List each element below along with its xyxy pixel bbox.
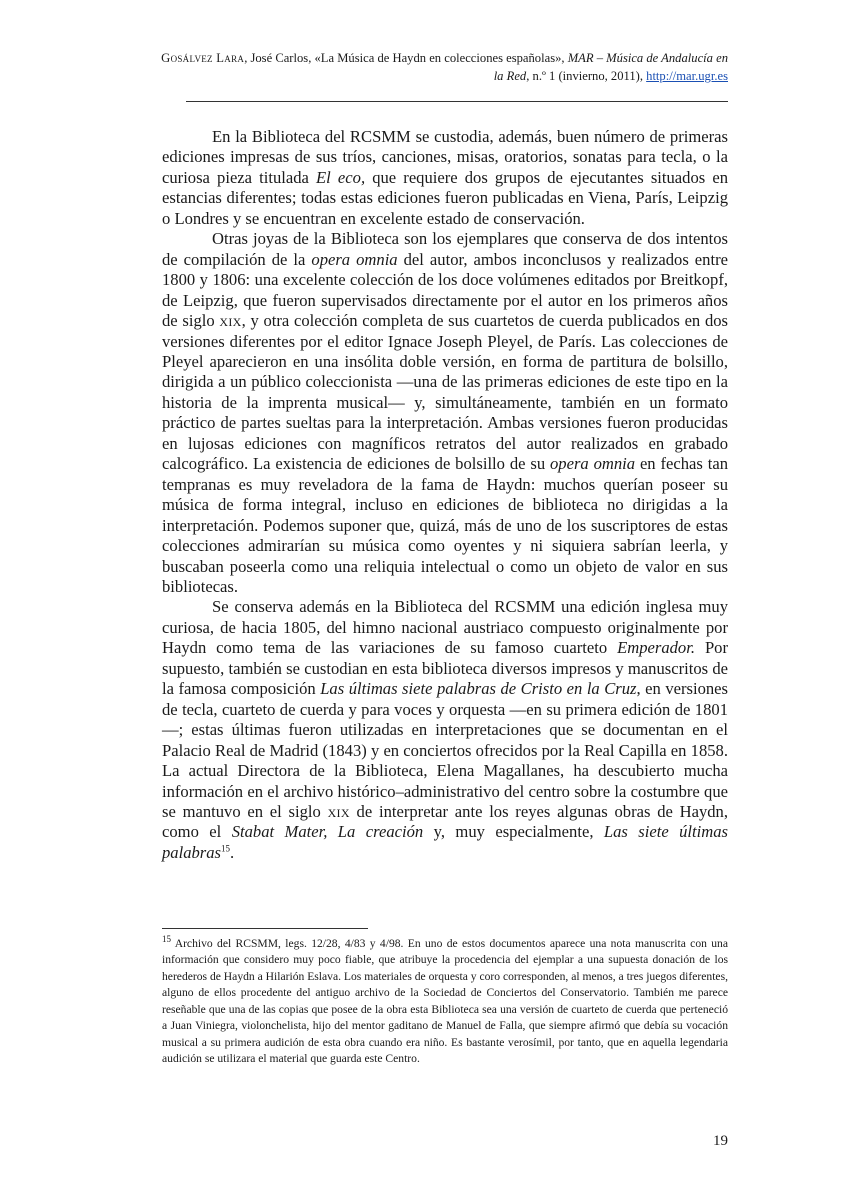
work-titles-stabat-creacion: Stabat Mater, La creación	[231, 822, 424, 842]
header-journal-title: MAR – Música de Andalucía en la Red	[493, 51, 728, 83]
header-issue: , n.º 1 (invierno, 2011),	[526, 69, 647, 83]
page-number: 19	[713, 1133, 728, 1149]
work-title-siete-ultimas: Las siete últimas palabras	[162, 822, 728, 862]
paragraph-1	[162, 127, 728, 229]
journal-url-link[interactable]: http://mar.ugr.es	[646, 69, 728, 83]
main-text	[162, 127, 728, 863]
paragraph-3-text-end: .	[230, 842, 235, 862]
paragraph-2-text-g: en fechas tan tempranas es muy reveladora de la fama de Haydn: muchos querían poseer su música de forma integral, incluso en ediciones de biblioteca no dirigidas a la interpretación. Podemos suponer que, quizá, más de uno de los suscriptores de estas colecciones admirarían su música como oyentes y ni siquiera sabrían leerla, y buscaban poseerla como una reliquia intelectual o como un objeto de valor en sus bibliotecas.	[162, 454, 728, 596]
header-citation: , José Carlos, «La Música de Haydn en colecciones españolas»,	[244, 51, 568, 65]
term-opera-omnia-2: opera omnia	[550, 454, 636, 474]
paragraph-1-text-c: que requiere dos grupos de ejecutantes situados en estancias diferentes; todas estas ediciones fueron publicadas en Viena, París, Leipzig o Londres y se encuentran en excelente estado de conservación.	[162, 167, 728, 228]
paragraph-3-text-e: , en versiones de tecla, cuarteto de cuerda y para voces y orquesta —en su primera edición de 1801—; estas últimas fueron utilizadas en interpretaciones que se documentan en el Palacio Real de Madrid (1843) y en conciertos ofrecidos por la Real Capilla en 1858. La actual Directora de la Biblioteca, Elena Magallanes, ha descubierto mucha información en el archivo histórico–administrativo del centro sobre la costumbre que se mantuvo en el siglo	[162, 679, 729, 821]
footnote-15	[162, 936, 728, 1068]
footnote-separator	[162, 928, 368, 929]
paragraph-1-text-a: En la Biblioteca del RCSMM se custodia, además, buen número de primeras ediciones impresas de sus tríos, canciones, misas, oratorios, sonatas para tecla, o la curiosa pieza titulada	[162, 127, 728, 187]
paragraph-2-text-c: del autor, ambos inconclusos y realizados entre 1800 y 1806: una excelente colección de los doce volúmenes editados por Breitkopf, de Leipzig, que fueron supervisados directamente por el autor en los primeros años de siglo	[162, 249, 728, 331]
paragraph-2-text-a: Otras joyas de la Biblioteca son los ejemplares que conserva de dos intentos de compilación de la	[162, 229, 728, 269]
footnote-number: 15	[162, 934, 171, 945]
century-numeral: xix	[219, 311, 242, 331]
paragraph-2-text-e: , y otra colección completa de sus cuartetos de cuerda publicados en dos versiones diferentes por el editor Ignace Joseph Pleyel, de París. Las colecciones de Pleyel aparecieron en una insólita doble versión, en forma de partitura de bolsillo, dirigida a un público coleccionista —una de las primeras ediciones de este tipo en la historia de la imprenta musical— y, simultáneamente, también en un formato práctico de partes sueltas para la interpretación. Ambas versiones fueron producidas en lujosas ediciones con magníficos retratos del autor realizados en grabado calcográfico. La existencia de ediciones de bolsillo de su	[162, 311, 728, 474]
paragraph-3-text-a: Se conserva además en la Biblioteca del RCSMM una edición inglesa muy curiosa, de hacia 1805, del himno nacional austriaco compuesto originalmente por Haydn como tema de las variaciones de su famoso cuarteto	[162, 597, 728, 658]
paragraph-3-text-i: y, muy especialmente,	[423, 822, 604, 842]
header-author-surname: Gosálvez Lara	[161, 51, 245, 65]
paragraph-2	[162, 229, 728, 597]
header-separator-line	[186, 101, 728, 102]
paragraph-3-text-c: Por supuesto, también se custodian en esta biblioteca diversos impresos y manuscritos de la famosa composición	[162, 638, 728, 699]
paragraph-3-text-g: de interpretar ante los reyes algunas obras de Haydn, como el	[162, 801, 728, 842]
term-opera-omnia: opera omnia	[311, 249, 398, 269]
work-title-el-eco: El eco,	[316, 167, 366, 187]
footnote-text: Archivo del RCSMM, legs. 12/28, 4/83 y 4/98. En uno de estos documentos aparece una nota manuscrita con una información que considero muy poco fiable, que atribuye la procedencia del ejemplar a una supuesta donación de los herederos de Haydn a Hilarión Eslava. Los materiales de orquesta y coro corresponden, al menos, a tres juegos diferentes, alguno de ellos procedente del antiguo archivo de la Sociedad de Conciertos del Conservatorio. También me parece reseñable que una de las copias que posee de la obra esta Biblioteca sea una versión de cuarteto de cuerda que perteneció a Juan Viniegra, violonchelista, hijo del mentor gaditano de Manuel de Falla, que siempre afirmó que debía su vocación musical a su primera audición de esta obra cuando era niño. Es bastante verosímil, por tanto, que en aquella legendaria audición se utilizara el material que guarda este Centro.	[162, 937, 728, 1066]
century-numeral-2: xix	[327, 801, 350, 821]
work-title-siete-palabras: Las últimas siete palabras de Cristo en la Cruz	[320, 679, 637, 699]
running-header	[160, 49, 728, 85]
paragraph-3	[162, 597, 728, 863]
work-title-emperador: Emperador.	[617, 638, 695, 658]
footnote-ref[interactable]: 15	[221, 843, 231, 854]
